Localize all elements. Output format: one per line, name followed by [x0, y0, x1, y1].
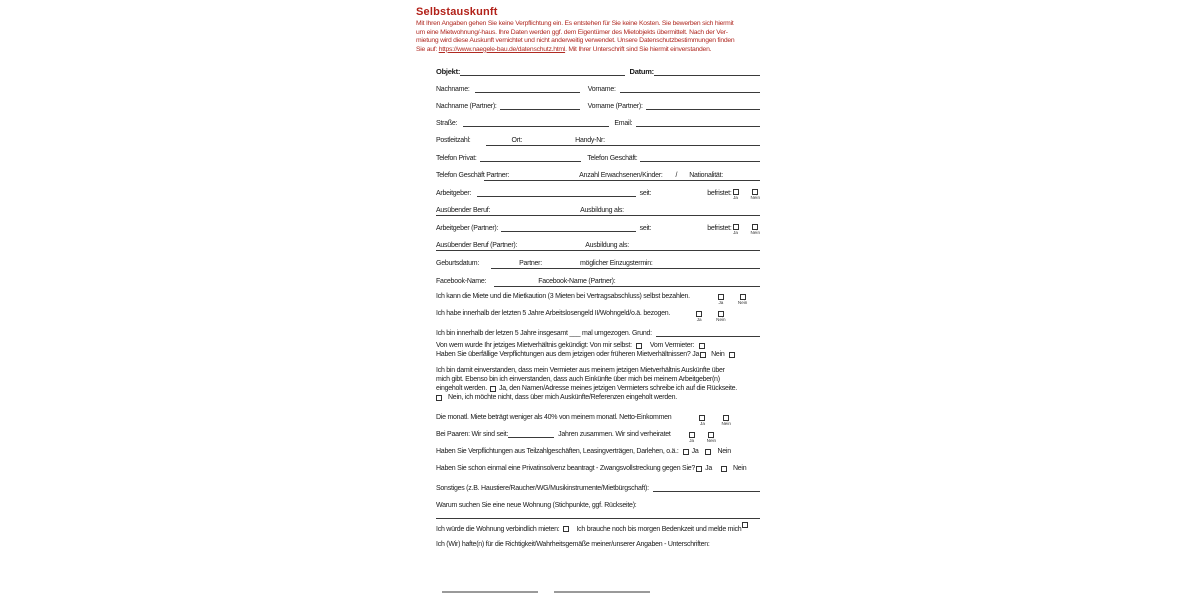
checkbox-label: Ja	[733, 194, 738, 200]
ausuebender-beruf-partner-label: Ausübender Beruf (Partner):	[436, 242, 518, 250]
intro-text-line-3: mietung wird diese Auskunft vernichtet und nicht anderweitig verwendet. Unsere Datenschutzbestimmungen finden	[416, 37, 735, 45]
ausbildung-als-partner-label: Ausbildung als:	[585, 242, 629, 250]
befristet-partner-label: befristet:	[707, 225, 732, 233]
datenschutz-link[interactable]: https://www.naegele-bau.de/datenschutz.html	[438, 45, 566, 53]
gekuendigt-vermieter-checkbox[interactable]	[699, 343, 705, 349]
gekuendigt-text: Von wem wurde Ihr jetziges Mietverhältnis gekündigt: Von mir selbst:	[436, 342, 632, 350]
auskunft-nein-checkbox[interactable]	[436, 395, 442, 401]
mieten-text-pre: Ich würde die Wohnung verbindlich mieten:	[436, 525, 560, 533]
arbeitgeber-label: Arbeitgeber:	[436, 190, 472, 198]
row-partner-kontakt	[436, 166, 760, 179]
befristet-ja-checkbox[interactable]	[733, 189, 739, 201]
miete-selbst-text: Ich kann die Miete und die Mietkaution (3 Mieten bei Vertragsabschluss) selbst bezahlen.	[436, 293, 690, 301]
checkbox-label: Nein	[737, 300, 748, 306]
netto-nein-checkbox[interactable]	[721, 415, 730, 427]
checkbox-label: Nein	[750, 194, 760, 200]
checkbox-label: Ja	[689, 438, 695, 444]
intro-text-line-1: Mit Ihren Angaben gehen Sie keine Verpflichtung ein. Es entstehen für Sie keine Kosten. Sie bewerben sich hiermit	[416, 20, 734, 27]
partner-kontakt-field[interactable]	[484, 180, 760, 181]
form-body	[436, 63, 760, 595]
verheiratet-ja-checkbox[interactable]	[689, 432, 695, 444]
befristet-partner-nein-checkbox[interactable]	[751, 224, 760, 236]
checkbox-label: Ja	[696, 317, 702, 323]
seit-partner-label: seit:	[639, 225, 652, 233]
bedenkzeit-checkbox[interactable]	[742, 522, 748, 528]
einzugstermin-label: möglicher Einzugstermin:	[579, 260, 653, 268]
row-teilzahlung	[436, 445, 760, 458]
teilzahlung-text: Haben Sie Verpflichtungen aus Teilzahlgeschäften, Leasingverträgen, Darlehen, o.ä.:	[436, 448, 679, 456]
arbeitslosengeld-nein-checkbox[interactable]	[716, 311, 725, 323]
consent-line-1: Ich bin damit einverstanden, dass mein Vermieter aus meinem jetzigen Mietverhältnis Auskünfte über	[436, 367, 725, 375]
objekt-label: Objekt:	[436, 67, 461, 77]
befristet-label: befristet:	[707, 190, 732, 198]
row-netto-einkommen	[436, 411, 760, 427]
checkbox-label: Nein	[750, 229, 760, 235]
ueberfaellig-nein-label: Nein	[711, 351, 725, 359]
arbeitslosengeld-text: Ich habe innerhalb der letzten 5 Jahre Arbeitslosengeld II/Wohngeld/o.ä. bezogen.	[436, 310, 671, 318]
nationalitaet-label: Nationalität:	[689, 172, 723, 180]
miete-selbst-ja-checkbox[interactable]	[718, 294, 724, 306]
insolvenz-text: Haben Sie schon einmal eine Privatinsolvenz beantragt - Zwangsvollstreckung gegen Sie?	[436, 465, 696, 473]
mieten-text-post: Ich brauche noch bis morgen Bedenkzeit und melde mich	[576, 525, 742, 533]
row-umgezogen	[436, 324, 760, 337]
arbeitslosengeld-ja-checkbox[interactable]	[696, 311, 702, 323]
consent-line-2: mich gibt. Ebenso bin ich einverstanden, dass auch Einkünfte über mich bei meinem Arbeitgeber(n)	[436, 376, 720, 384]
signature-line-2[interactable]	[554, 591, 650, 593]
checkbox-label: Nein	[716, 317, 726, 323]
haftung-text: Ich (Wir) hafte(n) für die Richtigkeit/Wahrheitsgemäße meiner/unserer Angaben - Unterschriften:	[436, 540, 710, 548]
teilzahlung-ja-label: Ja	[691, 448, 699, 456]
partner-label: Partner:	[519, 260, 542, 268]
verheiratet-nein-checkbox[interactable]	[707, 432, 716, 444]
datum-field[interactable]	[654, 68, 760, 76]
facebook-field[interactable]	[494, 286, 760, 287]
checkbox-box	[752, 224, 758, 230]
insolvenz-ja-checkbox[interactable]	[696, 466, 702, 472]
consent-line-3-pre: eingeholt werden.	[436, 385, 488, 393]
warum-field[interactable]	[436, 518, 760, 519]
email-label: Email:	[614, 120, 633, 128]
nachname-label: Nachname:	[436, 86, 470, 94]
facebook-name-label: Facebook-Name:	[436, 278, 487, 286]
consent-line-3	[436, 384, 760, 393]
warum-label: Warum suchen Sie eine neue Wohnung (Stichpunkte, ggf. Rückseite):	[436, 502, 637, 510]
nachname-partner-field[interactable]	[500, 102, 580, 110]
handy-nr-label: Handy-Nr:	[575, 137, 605, 145]
row-geburtsdatum	[436, 254, 760, 267]
telefon-geschaeft-label: Telefon Geschäft:	[587, 155, 638, 163]
ort-label: Ort:	[511, 137, 523, 145]
befristet-nein-checkbox[interactable]	[751, 189, 760, 201]
row-arbeitgeber-partner	[436, 219, 760, 235]
row-mieten	[436, 523, 760, 535]
slash-separator: /	[675, 172, 678, 180]
teilzahlung-ja-checkbox[interactable]	[683, 449, 689, 455]
vom-vermieter-label: Vom Vermieter:	[649, 342, 695, 350]
row-objekt-datum	[436, 63, 760, 76]
row-haftung	[436, 538, 760, 550]
intro-text-line-2: um eine Mietwohnung/-haus. Ihre Daten werden ggf. dem Eigentümer des Mietobjekts übermittelt. Nach der Ver-	[416, 28, 728, 36]
selbstauskunft-document	[416, 6, 778, 595]
row-beruf-partner	[436, 236, 760, 249]
arbeitgeber-partner-label: Arbeitgeber (Partner):	[436, 225, 499, 233]
ueberfaellig-nein-checkbox[interactable]	[729, 352, 735, 358]
grund-field[interactable]	[656, 329, 760, 337]
row-beruf	[436, 201, 760, 214]
row-nachname-vorname-partner	[436, 97, 760, 110]
row-gekuendigt	[436, 341, 760, 350]
paare-seit-field[interactable]	[508, 431, 554, 438]
ausuebender-beruf-label: Ausübender Beruf:	[436, 207, 491, 215]
consent-line-4-text: Nein, ich möchte nicht, dass über mich Auskünfte/Referenzen eingeholt werden.	[448, 394, 678, 402]
email-field[interactable]	[636, 119, 760, 127]
checkbox-box	[752, 189, 758, 195]
signature-line-1[interactable]	[442, 591, 538, 593]
plz-ort-handy-field[interactable]	[486, 145, 760, 146]
umgezogen-text: Ich bin innerhalb der letzen 5 Jahre insgesamt ___ mal umgezogen. Grund:	[436, 330, 652, 338]
intro-paragraph	[416, 20, 778, 54]
consent-paragraph	[436, 366, 760, 402]
geburtsdatum-einzug-field[interactable]	[491, 268, 760, 269]
ueberfaellig-text: Haben Sie überfällige Verpflichtungen aus dem jetzigen oder früheren Mietverhältnissen? Ja	[436, 351, 700, 359]
anzahl-erwachsene-kinder-label: Anzahl Erwachsenen/Kinder:	[579, 172, 663, 180]
vorname-partner-field[interactable]	[646, 102, 760, 110]
row-facebook	[436, 272, 760, 285]
checkbox-label: Ja	[733, 229, 738, 235]
paare-text-post: Jahren zusammen. Wir sind verheiratet	[558, 431, 671, 439]
ausbildung-als-label: Ausbildung als:	[580, 207, 624, 215]
paare-text-pre: Bei Paaren: Wir sind seit:	[436, 431, 509, 439]
arbeitgeber-partner-field[interactable]	[501, 224, 635, 232]
teilzahlung-nein-label: Nein	[717, 448, 731, 456]
insolvenz-nein-checkbox[interactable]	[721, 466, 727, 472]
checkbox-label: Nein	[706, 438, 717, 444]
consent-line-4	[436, 393, 760, 402]
postleitzahl-label: Postleitzahl:	[436, 137, 471, 145]
intro-text-line-4	[416, 46, 778, 55]
teilzahlung-nein-checkbox[interactable]	[705, 449, 711, 455]
nachname-field[interactable]	[475, 85, 580, 93]
row-insolvenz	[436, 462, 760, 475]
mieten-checkbox[interactable]	[563, 526, 569, 532]
vorname-label: Vorname:	[587, 86, 616, 94]
checkbox-label: Ja	[718, 300, 724, 306]
row-miete-selbst	[436, 290, 760, 306]
vorname-partner-label: Vorname (Partner):	[587, 103, 643, 111]
sonstiges-label: Sonstiges (z.B. Haustiere/Raucher/WG/Musikinstrumente/Mietbürgschaft):	[436, 485, 649, 493]
row-warum	[436, 496, 760, 509]
consent-line-3-post: Ja, den Namen/Adresse meines jetzigen Vermieters schreibe ich auf die Rückseite.	[499, 385, 737, 393]
nachname-partner-label: Nachname (Partner):	[436, 103, 497, 111]
miete-selbst-nein-checkbox[interactable]	[738, 294, 747, 306]
telefon-privat-label: Telefon Privat:	[436, 155, 477, 163]
geburtsdatum-label: Geburtsdatum:	[436, 260, 480, 268]
page-title: Selbstauskunft	[416, 6, 498, 18]
intro-link-suffix: . Mit Ihrer Unterschrift sind Sie hiermit einverstanden.	[565, 45, 712, 53]
beruf-ausbildung-partner-field[interactable]	[436, 250, 760, 251]
seit-label: seit:	[639, 190, 652, 198]
telefon-geschaeft-partner-label: Telefon Geschäft Partner:	[436, 172, 510, 180]
checkbox-label: Nein	[721, 421, 731, 427]
sonstiges-field[interactable]	[653, 484, 760, 492]
beruf-ausbildung-field[interactable]	[436, 215, 760, 216]
row-strasse-email	[436, 114, 760, 127]
row-arbeitgeber	[436, 184, 760, 200]
strasse-field[interactable]	[463, 119, 609, 127]
arbeitgeber-field[interactable]	[477, 189, 635, 197]
netto-einkommen-text: Die monatl. Miete beträgt weniger als 40% von meinem monatl. Netto-Einkommen	[436, 414, 672, 422]
befristet-partner-ja-checkbox[interactable]	[733, 224, 739, 236]
objekt-field[interactable]	[460, 68, 624, 76]
row-nachname-vorname	[436, 80, 760, 93]
signature-area	[442, 588, 760, 595]
checkbox-label: Ja	[700, 421, 705, 427]
auskunft-ja-checkbox[interactable]	[490, 386, 496, 392]
row-telefon	[436, 149, 760, 162]
netto-ja-checkbox[interactable]	[699, 415, 705, 427]
insolvenz-nein-label: Nein	[732, 465, 747, 473]
gekuendigt-selbst-checkbox[interactable]	[636, 343, 642, 349]
intro-link-prefix: Sie auf:	[416, 45, 439, 53]
facebook-name-partner-label: Facebook-Name (Partner):	[538, 278, 616, 286]
telefon-geschaeft-field[interactable]	[640, 154, 760, 162]
row-sonstiges	[436, 479, 760, 492]
checkbox-box	[733, 224, 739, 230]
checkbox-box	[733, 189, 739, 195]
insolvenz-ja-label: Ja	[705, 465, 712, 473]
vorname-field[interactable]	[620, 85, 760, 93]
row-paare	[436, 428, 760, 444]
telefon-privat-field[interactable]	[480, 154, 582, 162]
row-arbeitslosengeld	[436, 307, 760, 323]
strasse-label: Straße:	[436, 120, 458, 128]
ueberfaellig-ja-checkbox[interactable]	[700, 352, 706, 358]
datum-label: Datum:	[629, 67, 654, 77]
row-ueberfaellig	[436, 350, 760, 359]
row-plz-ort-handy	[436, 131, 760, 144]
